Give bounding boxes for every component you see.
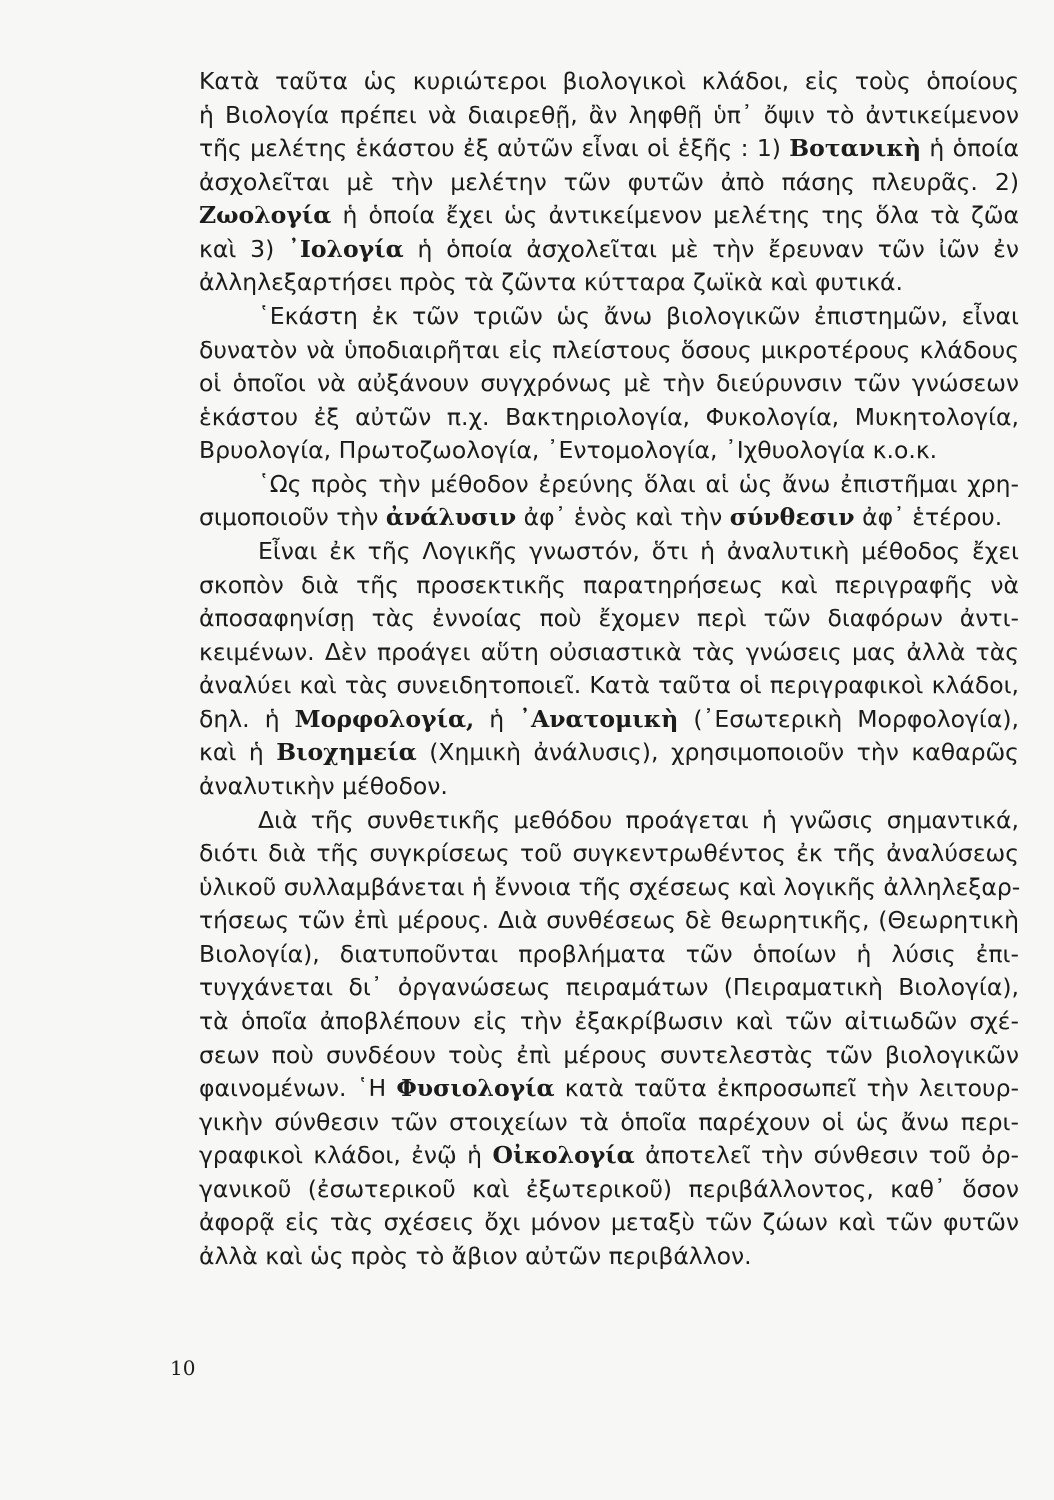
bold-term: ᾿Ανατομικὴ bbox=[519, 704, 679, 733]
bold-term: ἀνάλυσιν bbox=[385, 503, 517, 532]
text-line bbox=[199, 671, 1019, 700]
text-segment: (Χημικὴ ἀνάλυσις), χρησιμοποιοῦν τὴν καθαρῶς bbox=[416, 738, 1019, 767]
text-line bbox=[199, 906, 1019, 935]
text-line bbox=[258, 805, 1019, 834]
text-segment: ἀσχολεῖται μὲ τὴν μελέτην τῶν φυτῶν ἀπὸ πάσης πλευρᾶς. 2) bbox=[199, 167, 1019, 196]
text-line bbox=[199, 738, 1019, 767]
text-segment: ῾Εκάστη ἐκ τῶν τριῶν ὡς ἄνω βιολογικῶν ἐπιστημῶν, εἶναι bbox=[258, 301, 1019, 330]
text-line bbox=[199, 939, 1019, 968]
text-line bbox=[199, 570, 1019, 599]
bold-term: Φυσιολογία bbox=[396, 1074, 555, 1103]
bold-term: Μορφολογία, bbox=[294, 704, 475, 733]
text-segment: γικὴν σύνθεσιν τῶν στοιχείων τὰ ὁποῖα παρέχουν οἱ ὡς ἄνω περι- bbox=[199, 1107, 1019, 1136]
text-line bbox=[199, 704, 1020, 733]
text-segment: δυνατὸν νὰ ὑποδιαιρῆται εἰς πλείστους ὅσους μικροτέρους κλάδους bbox=[199, 335, 1019, 364]
text-line bbox=[199, 1006, 1019, 1035]
text-segment: ἀναλύει καὶ τὰς συνειδητοποιεῖ. Κατὰ ταῦτα οἱ περιγραφικοὶ κλάδοι, bbox=[199, 671, 1019, 700]
text-segment: ἀναλυτικὴν μέθοδον. bbox=[199, 771, 448, 800]
text-segment: ἑκάστου ἐξ αὐτῶν π.χ. Βακτηριολογία, Φυκολογία, Μυκητολογία, bbox=[199, 402, 1019, 431]
text-segment: γραφικοὶ κλάδοι, ἐνῷ ἡ bbox=[199, 1141, 493, 1170]
text-segment: ἡ Βιολογία πρέπει νὰ διαιρεθῇ, ἂν ληφθῇ ὑπ᾽ ὄψιν τὸ ἀντικείμενον bbox=[199, 100, 1019, 129]
text-line bbox=[199, 1107, 1019, 1136]
bold-term: ᾿Ιολογία bbox=[288, 234, 404, 263]
text-segment: Βιολογία), διατυποῦνται προβλήματα τῶν ὁποίων ἡ λύσις ἐπι- bbox=[199, 939, 1019, 968]
text-segment: κειμένων. Δὲν προάγει αὕτη οὐσιαστικὰ τὰς γνώσεις μας ἀλλὰ τὰς bbox=[199, 637, 1019, 666]
text-line bbox=[199, 872, 1021, 901]
text-line bbox=[199, 1040, 1019, 1069]
text-segment: ἀλλὰ καὶ ὡς πρὸς τὸ ἄβιον αὐτῶν περιβάλλον. bbox=[199, 1241, 752, 1270]
text-line bbox=[258, 301, 1019, 330]
text-line bbox=[199, 234, 1019, 263]
text-segment: γανικοῦ (ἐσωτερικοῦ καὶ ἐξωτερικοῦ) περιβάλλοντος, καθ᾽ ὅσον bbox=[199, 1174, 1019, 1203]
text-line bbox=[199, 503, 1019, 532]
text-line bbox=[199, 1208, 1019, 1237]
text-line bbox=[199, 973, 1019, 1002]
text-line bbox=[199, 335, 1019, 364]
text-line bbox=[199, 167, 1019, 196]
text-segment: σεων ποὺ συνδέουν τοὺς ἐπὶ μέρους συντελεστὰς τῶν βιολογικῶν bbox=[199, 1040, 1019, 1069]
text-segment: (᾿Εσωτερικὴ Μορφολογία), bbox=[678, 704, 1020, 733]
text-segment: Εἶναι ἐκ τῆς Λογικῆς γνωστόν, ὅτι ἡ ἀναλυτικὴ μέθοδος ἔχει bbox=[258, 536, 1019, 565]
text-line bbox=[199, 134, 1020, 163]
text-line bbox=[199, 839, 1019, 868]
text-line bbox=[199, 402, 1019, 431]
text-segment: ἀποτελεῖ τὴν σύνθεσιν τοῦ ὀρ- bbox=[634, 1141, 1019, 1170]
text-segment: τῆς μελέτης ἑκάστου ἐξ αὐτῶν εἶναι οἱ ἑξῆς : 1) bbox=[199, 134, 790, 163]
text-segment: διότι διὰ τῆς συγκρίσεως τοῦ συγκεντρωθέντος ἐκ τῆς ἀναλύσεως bbox=[199, 839, 1019, 868]
text-line bbox=[199, 268, 1019, 297]
text-line bbox=[199, 100, 1019, 129]
text-line bbox=[199, 201, 1019, 230]
text-segment: οἱ ὁποῖοι νὰ αὐξάνουν συγχρόνως μὲ τὴν διεύρυνσιν τῶν γνώσεων bbox=[199, 369, 1019, 398]
text-line bbox=[199, 604, 1019, 633]
text-segment: ἀφ᾽ ἑνὸς καὶ τὴν bbox=[516, 503, 730, 532]
text-segment: φαινομένων. ῾Η bbox=[199, 1074, 397, 1103]
text-line bbox=[199, 1241, 1019, 1270]
text-line bbox=[199, 771, 1019, 800]
text-segment: ῾Ως πρὸς τὴν μέθοδον ἐρεύνης ὅλαι αἱ ὡς ἄνω ἐπιστῆμαι χρη- bbox=[258, 469, 1019, 498]
text-line bbox=[199, 436, 1019, 465]
text-segment: Κατὰ ταῦτα ὡς κυριώτεροι βιολογικοὶ κλάδοι, εἰς τοὺς ὁποίους bbox=[199, 67, 1019, 95]
bold-term: Οἰκολογία bbox=[492, 1141, 635, 1170]
text-segment: τυγχάνεται δι᾽ ὀργανώσεως πειραμάτων (Πειραματικὴ Βιολογία), bbox=[199, 973, 1019, 1002]
text-segment: τήσεως τῶν ἐπὶ μέρους. Διὰ συνθέσεως δὲ θεωρητικῆς, (Θεωρητικὴ bbox=[199, 906, 1019, 935]
text-segment: ἡ bbox=[474, 704, 520, 733]
bold-term: σύνθεσιν bbox=[729, 503, 855, 532]
text-segment: ἡ ὁποία ἀσχολεῖται μὲ τὴν ἔρευναν τῶν ἰῶν ἐν bbox=[403, 234, 1019, 263]
text-segment: καὶ ἡ bbox=[199, 738, 277, 767]
text-segment: ἡ ὁποία ἔχει ὡς ἀντικείμενον μελέτης της ὅλα τὰ ζῶα bbox=[331, 201, 1019, 230]
text-segment: καὶ 3) bbox=[199, 234, 289, 263]
text-line bbox=[199, 369, 1019, 398]
text-line bbox=[199, 1141, 1019, 1170]
text-segment: ἀφορᾷ εἰς τὰς σχέσεις ὄχι μόνον μεταξὺ τῶν ζώων καὶ τῶν φυτῶν bbox=[199, 1208, 1019, 1237]
text-segment: σκοπὸν διὰ τῆς προσεκτικῆς παρατηρήσεως καὶ περιγραφῆς νὰ bbox=[199, 570, 1019, 599]
text-line bbox=[199, 1074, 1020, 1103]
text-segment: ἡ ὁποία bbox=[921, 134, 1020, 163]
text-segment: σιμοποιοῦν τὴν bbox=[199, 503, 386, 532]
bold-term: Ζωολογία bbox=[199, 201, 332, 230]
text-line bbox=[199, 637, 1019, 666]
text-line bbox=[199, 1174, 1019, 1203]
text-segment: ἀποσαφηνίσῃ τὰς ἐννοίας ποὺ ἔχομεν περὶ τῶν διαφόρων ἀντι- bbox=[199, 604, 1019, 633]
text-segment: ὑλικοῦ συλλαμβάνεται ἡ ἔννοια τῆς σχέσεως καὶ λογικῆς ἀλληλεξαρ- bbox=[199, 872, 1021, 901]
bold-term: Βοτανικὴ bbox=[789, 134, 922, 163]
text-segment: κατὰ ταῦτα ἐκπροσωπεῖ τὴν λειτουρ- bbox=[554, 1074, 1020, 1103]
text-segment: δηλ. ἡ bbox=[199, 704, 295, 733]
text-segment: Διὰ τῆς συνθετικῆς μεθόδου προάγεται ἡ γνῶσις σημαντικά, bbox=[258, 805, 1019, 834]
bold-term: Βιοχημεία bbox=[276, 738, 417, 767]
text-segment: ἀφ᾽ ἑτέρου. bbox=[854, 503, 1003, 532]
text-line bbox=[199, 67, 1019, 95]
text-segment: τὰ ὁποῖα ἀποβλέπουν εἰς τὴν ἐξακρίβωσιν καὶ τῶν αἰτιωδῶν σχέ- bbox=[199, 1006, 1019, 1035]
text-line bbox=[258, 536, 1019, 565]
text-line bbox=[258, 469, 1019, 498]
text-segment: Βρυολογία, Πρωτοζωολογία, ᾿Εντομολογία, ᾿Ιχθυολογία κ.ο.κ. bbox=[199, 436, 938, 465]
page-number: 10 bbox=[170, 1356, 196, 1380]
text-segment: ἀλληλεξαρτήσει πρὸς τὰ ζῶντα κύτταρα ζωϊκὰ καὶ φυτικά. bbox=[199, 268, 904, 297]
